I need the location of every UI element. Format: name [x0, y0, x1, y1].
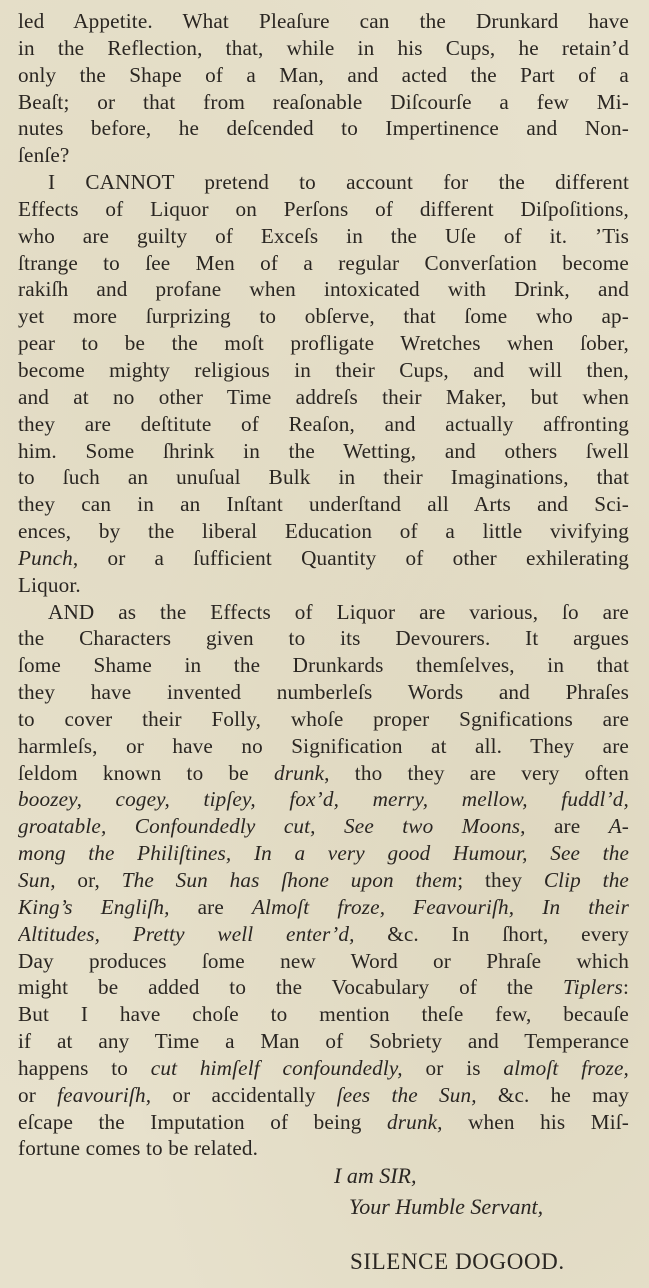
text-line: Punch, or a ſufficient Quantity of other exhilerating — [18, 545, 629, 570]
text-line: eſcape the Imputation of being drunk, when his Miſ- — [18, 1109, 629, 1134]
text-line: or feavouriſh, or accidentally ſees the Sun, &c. he may — [18, 1082, 629, 1107]
text-line: Liquor. — [18, 572, 81, 597]
text-line: happens to cut himſelf confoundedly, or is almoſt froze, — [18, 1055, 629, 1080]
text-line: ences, by the liberal Education of a little vivifying — [18, 519, 629, 544]
text-line: who are guilty of Exceſs in the Uſe of it. ’Tis — [18, 223, 629, 248]
paragraph-3 — [18, 599, 629, 1163]
text-line: pear to be the moſt profligate Wretches when ſober, — [18, 331, 629, 356]
text-line: boozey, cogey, tipſey, fox’d, merry, mellow, fuddl’d, — [18, 787, 629, 812]
text-line: him. Some ſhrink in the Wetting, and others ſwell — [18, 438, 629, 463]
text-line: led Appetite. What Pleaſure can the Drunkard have — [18, 9, 629, 33]
text-line: to cover their Folly, whoſe proper Sgnifications are — [18, 706, 629, 731]
text-line: rakiſh and profane when intoxicated with Drink, and — [18, 277, 629, 302]
text-line: ſome Shame in the Drunkards themſelves, in that — [18, 653, 629, 678]
text-line: to ſuch an unuſual Bulk in their Imaginations, that — [18, 465, 629, 490]
text-line: But I have choſe to mention theſe few, becauſe — [18, 1002, 629, 1027]
text-line: King’s Engliſh, are Almoſt froze, Feavouriſh, In their — [18, 894, 629, 919]
text-line: ſeldom known to be drunk, tho they are very often — [18, 760, 629, 785]
text-line: Sun, or, The Sun has ſhone upon them; they Clip the — [18, 868, 629, 892]
text-line: Effects of Liquor on Perſons of different Diſpoſitions, — [18, 196, 629, 221]
text-line: they can in an Inſtant underſtand all Arts and Sci- — [18, 492, 629, 517]
text-line: nutes before, he deſcended to Impertinence and Non- — [18, 116, 629, 141]
text-line: they have invented numberleſs Words and Phraſes — [18, 680, 629, 705]
closing-line: I am SIR, — [334, 1163, 417, 1188]
text-line: ſtrange to ſee Men of a regular Converſation become — [18, 250, 629, 275]
paragraph-2 — [18, 169, 629, 599]
text-line: they are deſtitute of Reaſon, and actually affronting — [18, 411, 629, 436]
text-line: fortune comes to be related. — [18, 1136, 259, 1161]
text-line: if at any Time a Man of Sobriety and Temperance — [18, 1029, 629, 1054]
text-line: Altitudes, Pretty well enter’d, &c. In ſhort, every — [18, 921, 629, 946]
text-line: groatable, Confoundedly cut, See two Moons, are A- — [18, 814, 629, 839]
closing-line: Your Humble Servant, — [349, 1194, 544, 1219]
text-line: ſenſe? — [18, 143, 70, 168]
paragraph-1 — [18, 8, 629, 169]
text-line: become mighty religious in their Cups, and will then, — [18, 357, 629, 382]
text-line: and at no other Time addreſs their Maker, but when — [18, 384, 629, 409]
text-line: might be added to the Vocabulary of the Tiplers: — [18, 975, 629, 1000]
text-line: in the Reflection, that, while in his Cups, he retain’d — [18, 35, 629, 60]
text-line: I CANNOT pretend to account for the different — [48, 170, 629, 195]
text-line: Day produces ſome new Word or Phraſe which — [18, 948, 629, 973]
text-line: mong the Philiſtines, In a very good Humour, See the — [18, 841, 629, 866]
text-line: Beaſt; or that from reaſonable Diſcourſe a few Mi- — [18, 89, 629, 114]
text-line: the Characters given to its Devourers. It argues — [18, 626, 629, 651]
text-line: yet more ſurprizing to obſerve, that ſome who ap- — [18, 304, 629, 329]
text-line: only the Shape of a Man, and acted the Part of a — [18, 62, 629, 87]
signature-name: SILENCE DOGOOD. — [350, 1249, 565, 1274]
text-line: harmleſs, or have no Signification at all. They are — [18, 733, 629, 758]
text-line: AND as the Effects of Liquor are various, ſo are — [48, 599, 629, 624]
